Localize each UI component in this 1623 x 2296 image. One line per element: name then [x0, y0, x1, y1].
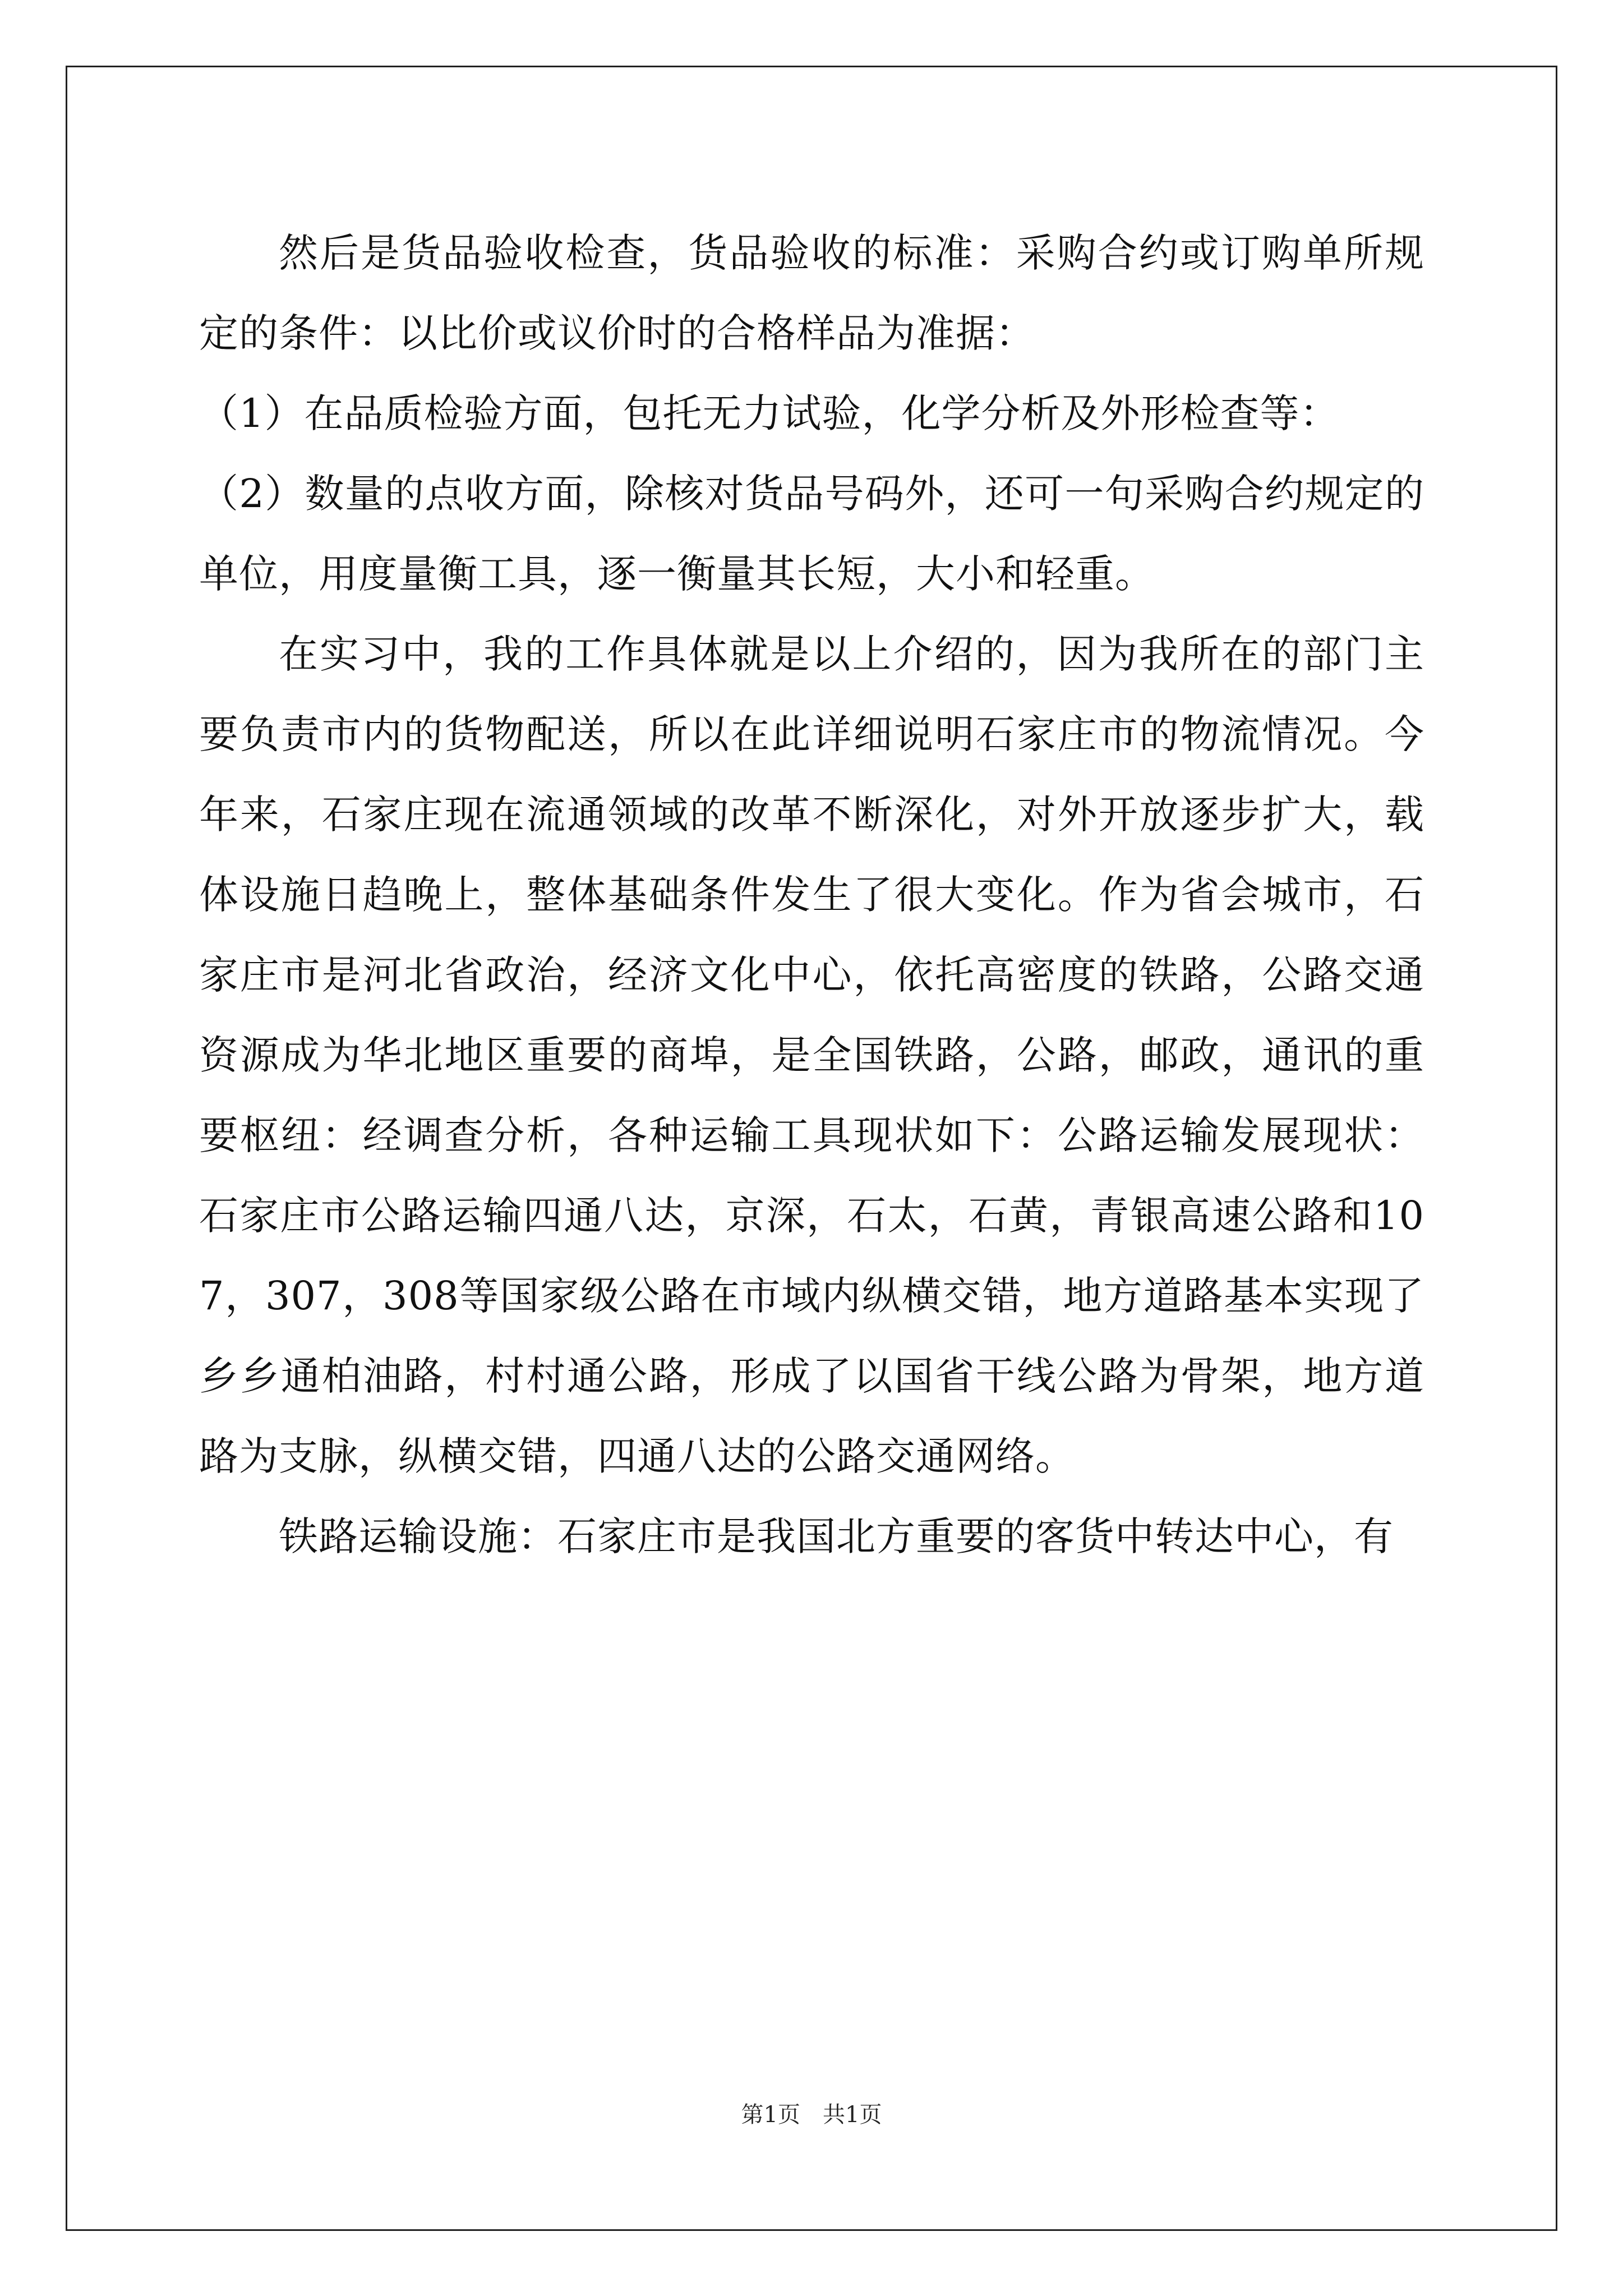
- paragraph-acceptance-standard: 然后是货品验收检查，货品验收的标准：采购合约或订购单所规定的条件：以比价或议价时的合格样品为准据：: [199, 230, 1424, 356]
- page-footer: 第1页 共1页: [741, 2102, 882, 2128]
- paragraph-railway-facilities: 铁路运输设施：石家庄市是我国北方重要的客货中转达中心，有: [279, 1513, 1394, 1559]
- paragraph-internship-logistics: 在实习中，我的工作具体就是以上介绍的，因为我所在的部门主要负责市内的货物配送，所以在此详细说明石家庄市的物流情况。今年来，石家庄现在流通领域的改革不断深化，对外开放逐步扩大，载体设施日趋晚上，整体基础条件发生了很大变化。作为省会城市，石家庄市是河北省政治，经济文化中心，依托高密度的铁路，公路交通资源成为华北地区重要的商埠，是全国铁路，公路，邮政，通讯的重要枢纽：经调查分析，各种运输工具现状如下：公路运输发展现状：石家庄市公路运输四通八达，京深，石太，石黄，青银高速公路和107，307，308等国家级公路在市域内纵横交错，地方道路基本实现了乡乡通柏油路，村村通公路，形成了以国省干线公路为骨架，地方道路为支脉，纵横交错，四通八达的公路交通网络。: [199, 631, 1424, 1479]
- document-body: [199, 213, 1424, 1577]
- paragraph-quality-inspection: （1）在品质检验方面，包托无力试验，化学分析及外形检查等：: [199, 390, 1340, 436]
- paragraph-quantity-check: （2）数量的点收方面，除核对货品号码外，还可一句采购合约规定的单位，用度量衡工具，逐一衡量其长短，大小和轻重。: [199, 471, 1424, 597]
